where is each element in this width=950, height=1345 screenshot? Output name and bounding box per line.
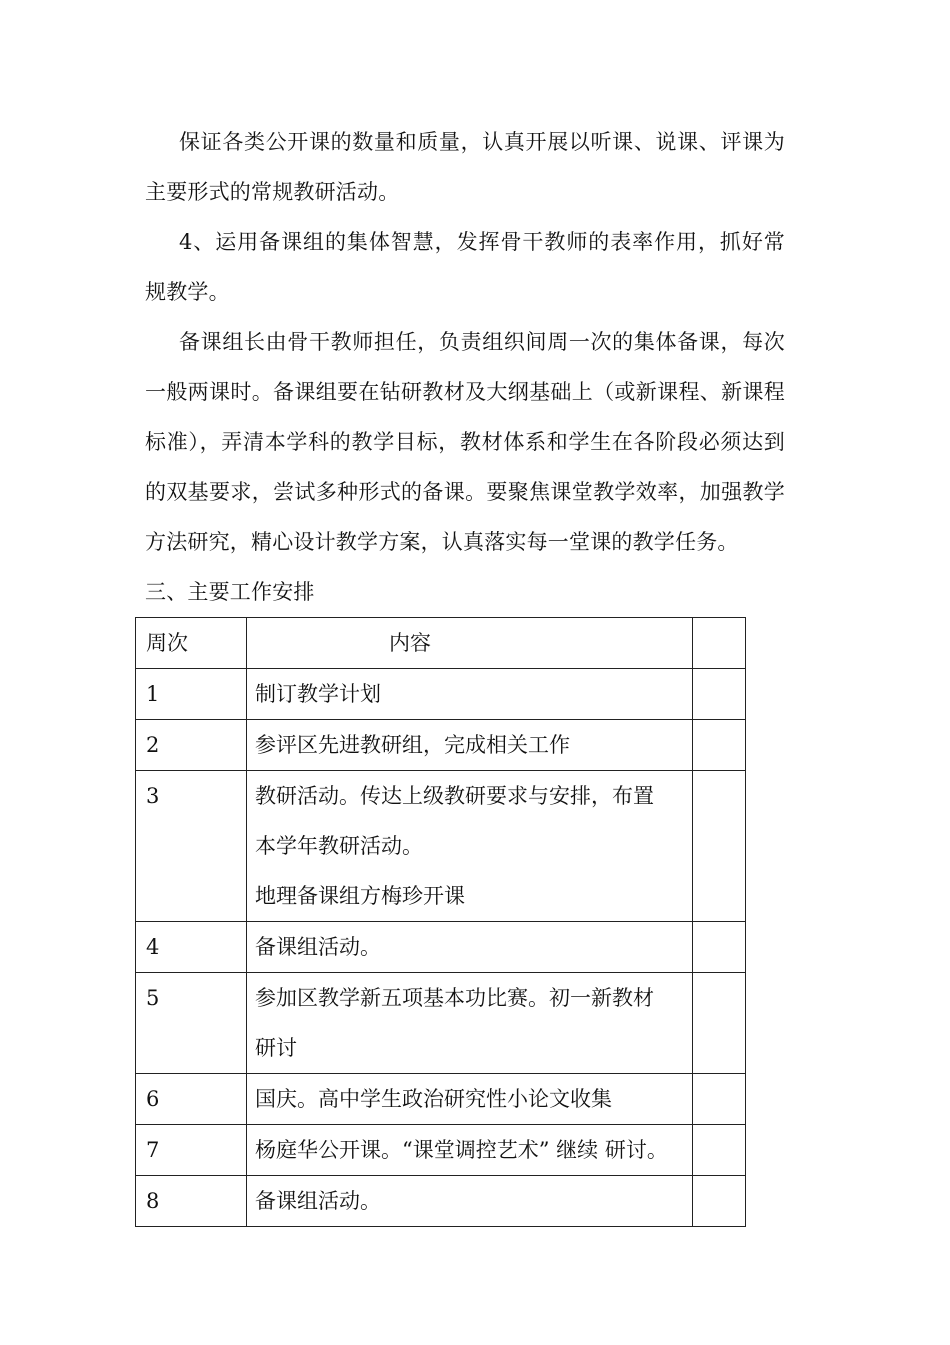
content-cell bbox=[247, 922, 693, 973]
table-row bbox=[136, 922, 746, 973]
content-cell bbox=[247, 1074, 693, 1125]
content-line: 本学年教研活动。 bbox=[255, 834, 423, 858]
header-content: 内容 bbox=[389, 631, 431, 655]
week-cell: 5 bbox=[136, 973, 247, 1074]
work-schedule-table bbox=[135, 617, 746, 1227]
content-line: 参加区教学新五项基本功比赛。初一新教材 bbox=[255, 986, 654, 1010]
content-cell bbox=[247, 1125, 693, 1176]
week-cell: 1 bbox=[136, 669, 247, 720]
header-extra bbox=[693, 618, 746, 669]
paragraph-lesson-prep: 备课组长由骨干教师担任，负责组织间周一次的集体备课，每次一般两课时。备课组要在钻研教材及大纲基础上（或新课程、新课程标准），弄清本学科的教学目标，教材体系和学生在各阶段必须达到的双基要求，尝试多种形式的备课。要聚焦课堂教学效率，加强教学方法研究，精心设计教学方案，认真落实每一堂课的教学任务。 bbox=[145, 330, 785, 554]
extra-cell bbox=[693, 720, 746, 771]
paragraph-item-4: 4、运用备课组的集体智慧，发挥骨干教师的表率作用，抓好常规教学。 bbox=[145, 230, 785, 304]
extra-cell bbox=[693, 1176, 746, 1227]
extra-cell bbox=[693, 922, 746, 973]
extra-cell bbox=[693, 1125, 746, 1176]
content-cell bbox=[247, 1176, 693, 1227]
table-row bbox=[136, 669, 746, 720]
table-row bbox=[136, 1074, 746, 1125]
paragraph-open-classes: 保证各类公开课的数量和质量，认真开展以听课、说课、评课为主要形式的常规教研活动。 bbox=[145, 130, 785, 204]
week-cell: 6 bbox=[136, 1074, 247, 1125]
header-week: 周次 bbox=[136, 618, 247, 669]
content-cell bbox=[247, 973, 693, 1074]
content-line: 备课组活动。 bbox=[255, 935, 381, 959]
content-line: 研讨 bbox=[255, 1036, 297, 1060]
content-line: 地理备课组方梅珍开课 bbox=[255, 884, 465, 908]
week-cell: 4 bbox=[136, 922, 247, 973]
table-row bbox=[136, 1125, 746, 1176]
content-cell bbox=[247, 771, 693, 922]
extra-cell bbox=[693, 973, 746, 1074]
table-row bbox=[136, 973, 746, 1074]
table-header-row bbox=[136, 618, 746, 669]
content-cell bbox=[247, 720, 693, 771]
section-heading: 三、主要工作安排 bbox=[145, 580, 315, 604]
content-line: 国庆。高中学生政治研究性小论文收集 bbox=[255, 1087, 612, 1111]
content-cell bbox=[247, 669, 693, 720]
extra-cell bbox=[693, 771, 746, 922]
extra-cell bbox=[693, 669, 746, 720]
content-line: 杨庭华公开课。“课堂调控艺术” 继续 研讨。 bbox=[255, 1138, 668, 1162]
content-line: 制订教学计划 bbox=[255, 682, 381, 706]
content-line: 参评区先进教研组，完成相关工作 bbox=[255, 733, 570, 757]
content-line: 备课组活动。 bbox=[255, 1189, 381, 1213]
week-cell: 3 bbox=[136, 771, 247, 922]
table-row bbox=[136, 771, 746, 922]
content-line: 教研活动。传达上级教研要求与安排，布置 bbox=[255, 784, 654, 808]
week-cell: 2 bbox=[136, 720, 247, 771]
table-row bbox=[136, 1176, 746, 1227]
extra-cell bbox=[693, 1074, 746, 1125]
week-cell: 7 bbox=[136, 1125, 247, 1176]
week-cell: 8 bbox=[136, 1176, 247, 1227]
table-row bbox=[136, 720, 746, 771]
